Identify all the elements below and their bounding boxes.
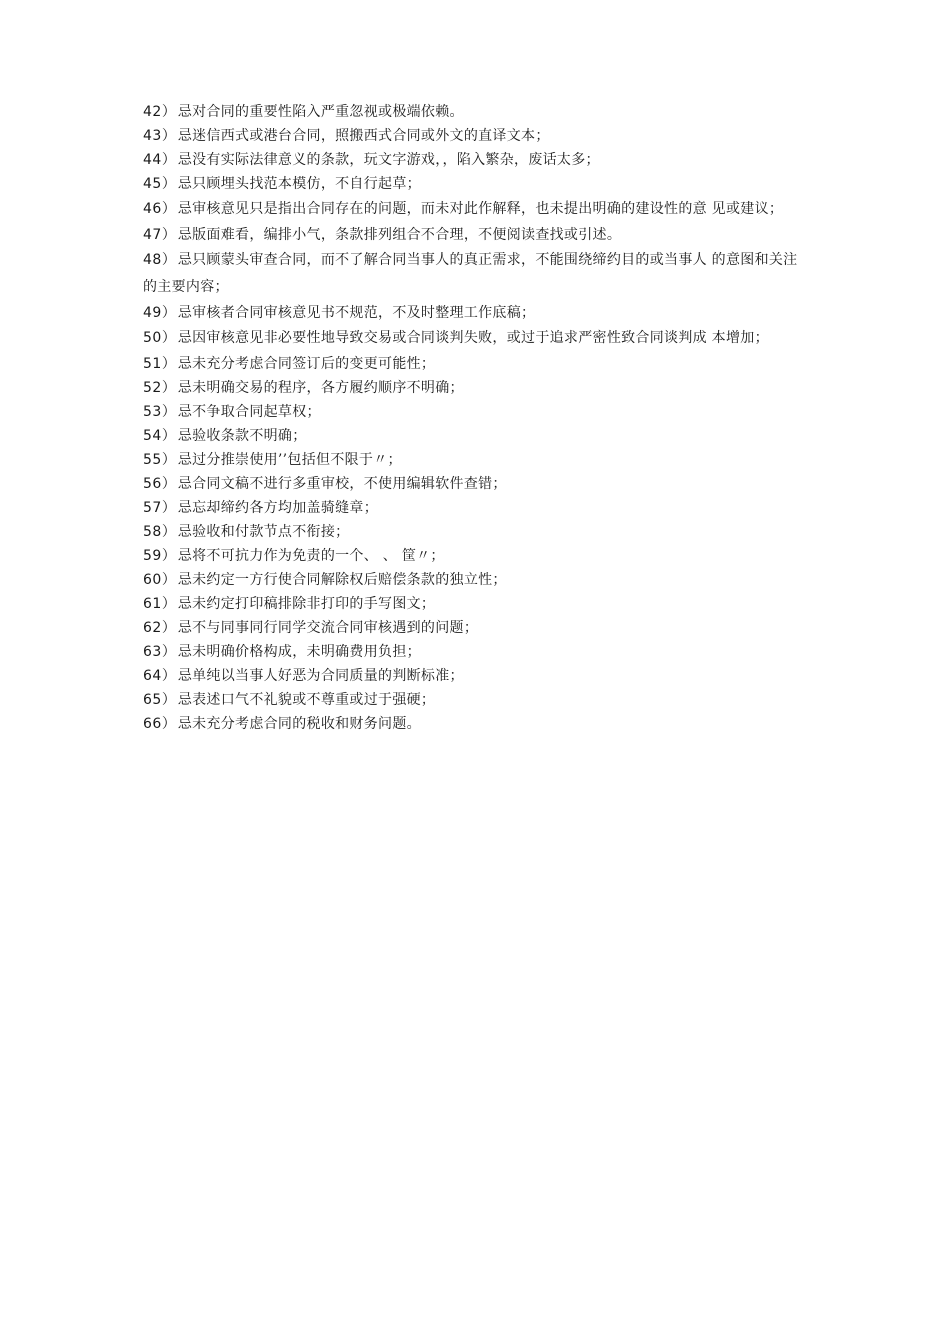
list-item bbox=[143, 520, 803, 544]
list-item bbox=[143, 376, 803, 400]
list-item bbox=[143, 496, 803, 520]
item-number: 54 bbox=[143, 428, 162, 444]
list-item bbox=[143, 100, 803, 124]
item-number: 64 bbox=[143, 668, 162, 684]
item-number: 49 bbox=[143, 305, 162, 321]
list-item bbox=[143, 448, 803, 472]
item-text: 忌对合同的重要性陷入严重忽视或极端依赖。 bbox=[177, 104, 464, 120]
item-text: 忌验收和付款节点不衔接； bbox=[177, 524, 350, 540]
list-item bbox=[143, 544, 803, 568]
item-number: 63 bbox=[143, 644, 162, 660]
item-separator: ） bbox=[161, 668, 176, 684]
item-number: 50 bbox=[143, 330, 162, 346]
item-text: 忌未约定一方行使合同解除权后赔偿条款的独立性； bbox=[177, 572, 507, 588]
item-number: 46 bbox=[143, 201, 162, 217]
list-item bbox=[143, 301, 803, 325]
item-text: 忌因审核意见非必要性地导致交易或合同谈判失败，或过于追求严密性致合同谈判成 本增加； bbox=[177, 330, 769, 346]
item-separator: ） bbox=[161, 428, 176, 444]
item-number: 65 bbox=[143, 692, 162, 708]
list-item bbox=[143, 223, 803, 247]
prohibition-list bbox=[143, 100, 803, 736]
document-page bbox=[143, 100, 803, 736]
item-text: 忌未充分考虑合同的税收和财务问题。 bbox=[177, 716, 421, 732]
list-item bbox=[143, 664, 803, 688]
item-text: 忌不与同事同行同学交流合同审核遇到的问题； bbox=[177, 620, 479, 636]
list-item bbox=[143, 400, 803, 424]
item-text: 忌迷信西式或港台合同，照搬西式合同或外文的直译文本； bbox=[177, 128, 550, 144]
item-text: 忌未约定打印稿排除非打印的手写图文； bbox=[177, 596, 436, 612]
list-item bbox=[143, 247, 803, 301]
item-separator: ） bbox=[161, 620, 176, 636]
item-separator: ） bbox=[161, 252, 176, 268]
item-text: 忌未明确价格构成，未明确费用负担； bbox=[177, 644, 421, 660]
list-item bbox=[143, 616, 803, 640]
item-text: 忌表述口气不礼貌或不尊重或过于强硬； bbox=[177, 692, 436, 708]
item-number: 51 bbox=[143, 356, 162, 372]
item-separator: ） bbox=[161, 152, 176, 168]
item-separator: ） bbox=[161, 596, 176, 612]
item-separator: ） bbox=[161, 227, 176, 243]
item-text: 忌将不可抗力作为免责的一个、 、 筐〃； bbox=[177, 548, 445, 564]
item-number: 45 bbox=[143, 176, 162, 192]
item-separator: ） bbox=[161, 380, 176, 396]
item-number: 47 bbox=[143, 227, 162, 243]
item-separator: ） bbox=[161, 524, 176, 540]
list-item bbox=[143, 712, 803, 736]
item-number: 43 bbox=[143, 128, 162, 144]
item-number: 60 bbox=[143, 572, 162, 588]
item-number: 56 bbox=[143, 476, 162, 492]
item-separator: ） bbox=[161, 716, 176, 732]
item-text: 忌未充分考虑合同签订后的变更可能性； bbox=[177, 356, 436, 372]
item-number: 66 bbox=[143, 716, 162, 732]
item-separator: ） bbox=[161, 500, 176, 516]
list-item bbox=[143, 424, 803, 448]
item-separator: ） bbox=[161, 548, 176, 564]
item-separator: ） bbox=[161, 330, 176, 346]
list-item bbox=[143, 124, 803, 148]
item-text: 忌审核意见只是指出合同存在的问题，而未对此作解释，也未提出明确的建设性的意 见或建议； bbox=[177, 201, 784, 217]
list-item bbox=[143, 568, 803, 592]
item-separator: ） bbox=[161, 404, 176, 420]
list-item bbox=[143, 352, 803, 376]
item-number: 42 bbox=[143, 104, 162, 120]
item-separator: ） bbox=[161, 305, 176, 321]
item-text: 忌只顾蒙头审查合同，而不了解合同当事人的真正需求，不能围绕缔约目的或当事人 的意图和关注的主要内容； bbox=[143, 252, 798, 295]
item-text: 忌只顾埋头找范本模仿，不自行起草； bbox=[177, 176, 421, 192]
item-separator: ） bbox=[161, 104, 176, 120]
list-item bbox=[143, 472, 803, 496]
item-number: 48 bbox=[143, 252, 162, 268]
item-separator: ） bbox=[161, 476, 176, 492]
item-text: 忌忘却缔约各方均加盖骑缝章； bbox=[177, 500, 379, 516]
item-separator: ） bbox=[161, 572, 176, 588]
item-number: 55 bbox=[143, 452, 162, 468]
list-item bbox=[143, 640, 803, 664]
item-number: 61 bbox=[143, 596, 162, 612]
item-text: 忌验收条款不明确； bbox=[177, 428, 307, 444]
item-text: 忌没有实际法律意义的条款，玩文字游戏，，陷入繁杂，废话太多； bbox=[177, 152, 600, 168]
item-number: 44 bbox=[143, 152, 162, 168]
item-text: 忌版面难看，编排小气，条款排列组合不合理，不便阅读查找或引述。 bbox=[177, 227, 622, 243]
item-separator: ） bbox=[161, 644, 176, 660]
item-separator: ） bbox=[161, 356, 176, 372]
item-number: 52 bbox=[143, 380, 162, 396]
item-text: 忌不争取合同起草权； bbox=[177, 404, 321, 420]
item-text: 忌过分推崇使用’’包括但不限于〃； bbox=[177, 452, 402, 468]
item-number: 53 bbox=[143, 404, 162, 420]
item-separator: ） bbox=[161, 452, 176, 468]
item-number: 62 bbox=[143, 620, 162, 636]
list-item bbox=[143, 148, 803, 172]
list-item bbox=[143, 196, 803, 223]
item-number: 58 bbox=[143, 524, 162, 540]
item-separator: ） bbox=[161, 201, 176, 217]
item-separator: ） bbox=[161, 692, 176, 708]
item-text: 忌合同文稿不进行多重审校，不使用编辑软件查错； bbox=[177, 476, 507, 492]
list-item bbox=[143, 172, 803, 196]
list-item bbox=[143, 688, 803, 712]
item-number: 57 bbox=[143, 500, 162, 516]
item-text: 忌未明确交易的程序，各方履约顺序不明确； bbox=[177, 380, 464, 396]
list-item bbox=[143, 325, 803, 352]
item-text: 忌单纯以当事人好恶为合同质量的判断标准； bbox=[177, 668, 464, 684]
item-separator: ） bbox=[161, 176, 176, 192]
item-separator: ） bbox=[161, 128, 176, 144]
item-number: 59 bbox=[143, 548, 162, 564]
list-item bbox=[143, 592, 803, 616]
item-text: 忌审核者合同审核意见书不规范，不及时整理工作底稿； bbox=[177, 305, 536, 321]
